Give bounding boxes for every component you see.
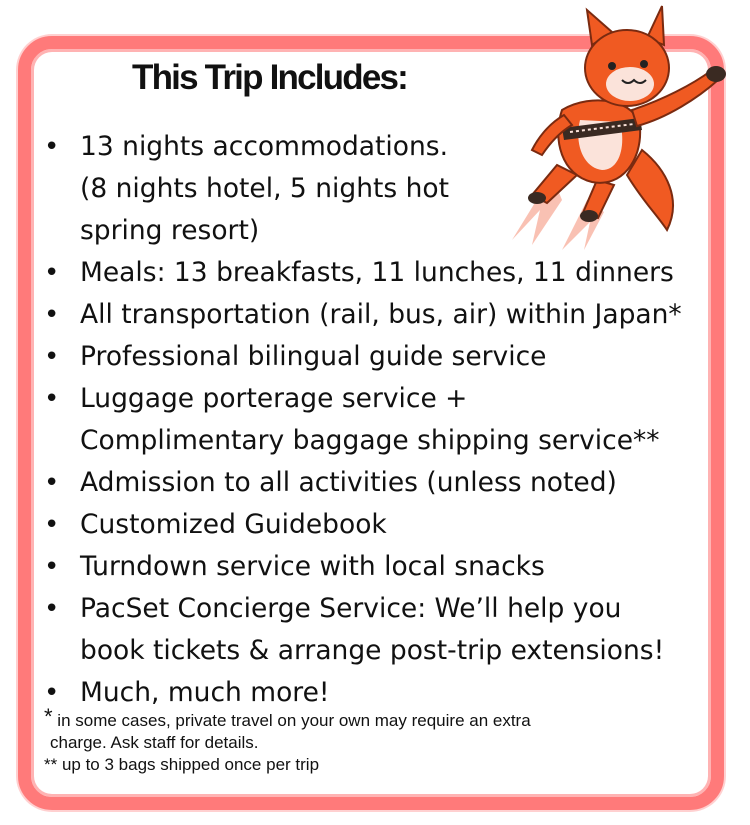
list-item bbox=[40, 546, 682, 588]
list-item bbox=[40, 252, 682, 294]
item-text: Customized Guidebook bbox=[80, 509, 387, 540]
bullet-icon: • bbox=[44, 300, 60, 330]
bullet-icon: • bbox=[44, 132, 60, 162]
asterisk-mark: * bbox=[44, 704, 53, 729]
item-text: (8 nights hotel, 5 nights hot bbox=[80, 173, 450, 204]
list-item bbox=[40, 294, 682, 336]
bullet-icon: • bbox=[44, 342, 60, 372]
footnotes bbox=[44, 706, 531, 776]
bullet-icon: • bbox=[44, 258, 60, 288]
item-text: Professional bilingual guide service bbox=[80, 341, 547, 372]
item-text: Luggage porterage service + bbox=[80, 383, 468, 414]
item-text: All transportation (rail, bus, air) within Japan* bbox=[80, 299, 682, 330]
footnote-1-text: in some cases, private travel on your own may require an extra bbox=[52, 711, 531, 730]
page-title: This Trip Includes: bbox=[132, 58, 408, 97]
item-text: Meals: 13 breakfasts, 11 lunches, 11 dinners bbox=[80, 257, 674, 288]
item-text: book tickets & arrange post-trip extensions! bbox=[80, 635, 665, 666]
item-text: Much, much more! bbox=[80, 677, 330, 708]
item-text: Admission to all activities (unless noted) bbox=[80, 467, 617, 498]
bullet-icon: • bbox=[44, 510, 60, 540]
footnote-1-cont: charge. Ask staff for details. bbox=[50, 733, 259, 752]
item-text: spring resort) bbox=[80, 215, 260, 246]
bullet-icon: • bbox=[44, 468, 60, 498]
flying-fox-mascot-icon bbox=[492, 0, 742, 250]
bullet-icon: • bbox=[44, 552, 60, 582]
bullet-icon: • bbox=[44, 678, 60, 708]
item-text: Turndown service with local snacks bbox=[80, 551, 545, 582]
bullet-icon: • bbox=[44, 594, 60, 624]
list-item bbox=[40, 462, 682, 504]
item-text: Complimentary baggage shipping service** bbox=[80, 425, 660, 456]
item-text: PacSet Concierge Service: We’ll help you bbox=[80, 593, 622, 624]
bullet-icon: • bbox=[44, 384, 60, 414]
footnote-2: ** up to 3 bags shipped once per trip bbox=[44, 755, 320, 774]
list-item bbox=[40, 588, 682, 672]
list-item bbox=[40, 378, 682, 462]
list-item bbox=[40, 504, 682, 546]
list-item bbox=[40, 336, 682, 378]
item-text: 13 nights accommodations. bbox=[80, 131, 449, 162]
footnote-1 bbox=[44, 706, 531, 732]
